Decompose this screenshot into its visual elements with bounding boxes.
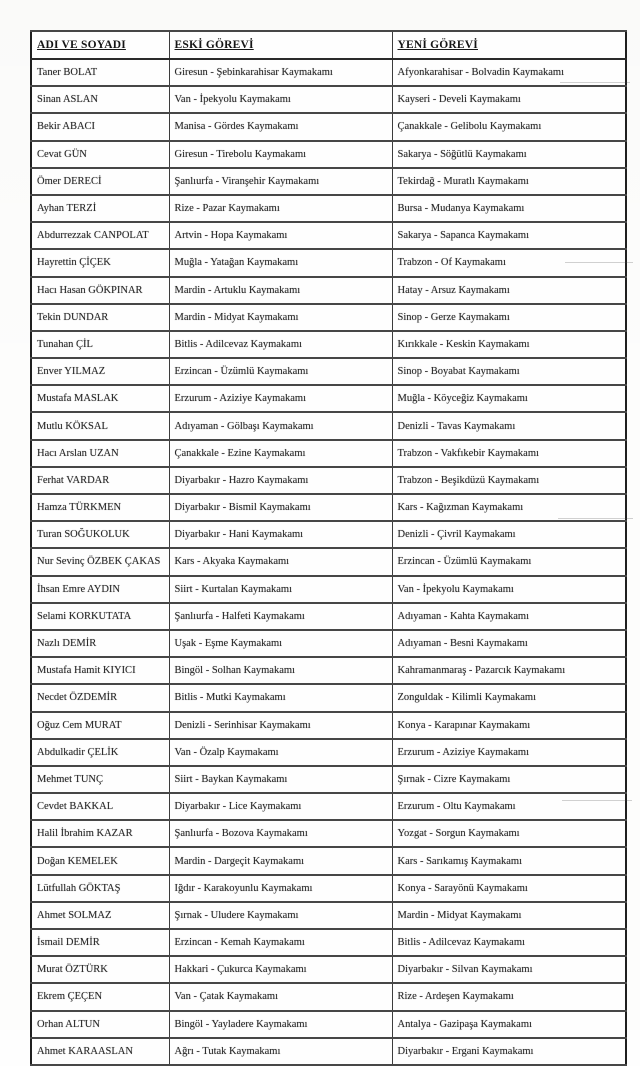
old-role-cell: Diyarbakır - Hazro Kaymakamı [169,467,392,494]
old-role-cell: Manisa - Gördes Kaymakamı [169,113,392,140]
old-role-cell: Erzincan - Kemah Kaymakamı [169,929,392,956]
new-role-cell: Diyarbakır - Silvan Kaymakamı [392,956,626,983]
name-cell: Ömer DERECİ [31,168,169,195]
new-role-cell: Sakarya - Sapanca Kaymakamı [392,222,626,249]
new-role-cell: Kırıkkale - Keskin Kaymakamı [392,331,626,358]
old-role-cell: Siirt - Kurtalan Kaymakamı [169,576,392,603]
old-role-cell: Mardin - Midyat Kaymakamı [169,304,392,331]
table-row [31,113,626,140]
new-role-cell: Çanakkale - Gelibolu Kaymakamı [392,113,626,140]
old-role-cell: Giresun - Şebinkarahisar Kaymakamı [169,59,392,86]
name-cell: Ayhan TERZİ [31,195,169,222]
new-role-cell: Sakarya - Söğütlü Kaymakamı [392,141,626,168]
name-cell: Taner BOLAT [31,59,169,86]
old-role-cell: Uşak - Eşme Kaymakamı [169,630,392,657]
old-role-cell: Erzurum - Aziziye Kaymakamı [169,385,392,412]
name-cell: Tekin DUNDAR [31,304,169,331]
new-role-cell: Erzincan - Üzümlü Kaymakamı [392,548,626,575]
table-row [31,277,626,304]
new-role-cell: Zonguldak - Kilimli Kaymakamı [392,684,626,711]
assignments-table [30,30,627,1066]
table-row [31,358,626,385]
name-cell: Oğuz Cem MURAT [31,712,169,739]
name-cell: Ekrem ÇEÇEN [31,983,169,1010]
new-role-cell: Diyarbakır - Ergani Kaymakamı [392,1038,626,1065]
table-row [31,412,626,439]
old-role-cell: Siirt - Baykan Kaymakamı [169,766,392,793]
table-row [31,847,626,874]
old-role-cell: Diyarbakır - Lice Kaymakamı [169,793,392,820]
table-row [31,983,626,1010]
new-role-cell: Denizli - Tavas Kaymakamı [392,412,626,439]
table-row [31,548,626,575]
table-row [31,86,626,113]
new-role-cell: Afyonkarahisar - Bolvadin Kaymakamı [392,59,626,86]
new-role-cell: Van - İpekyolu Kaymakamı [392,576,626,603]
old-role-cell: Bitlis - Adilcevaz Kaymakamı [169,331,392,358]
new-role-cell: Hatay - Arsuz Kaymakamı [392,277,626,304]
new-role-cell: Rize - Ardeşen Kaymakamı [392,983,626,1010]
old-role-cell: Şanlıurfa - Bozova Kaymakamı [169,820,392,847]
name-cell: Cevdet BAKKAL [31,793,169,820]
old-role-cell: Iğdır - Karakoyunlu Kaymakamı [169,875,392,902]
name-cell: Abdurrezzak CANPOLAT [31,222,169,249]
table-row [31,385,626,412]
table-row [31,222,626,249]
table-row [31,766,626,793]
name-cell: Nur Sevinç ÖZBEK ÇAKAS [31,548,169,575]
name-cell: Hamza TÜRKMEN [31,494,169,521]
table-row [31,875,626,902]
table-row [31,141,626,168]
new-role-cell: Kayseri - Develi Kaymakamı [392,86,626,113]
name-cell: Ahmet KARAASLAN [31,1038,169,1065]
table-row [31,739,626,766]
old-role-cell: Van - Çatak Kaymakamı [169,983,392,1010]
name-cell: Tunahan ÇİL [31,331,169,358]
name-cell: Mehmet TUNÇ [31,766,169,793]
table-row [31,467,626,494]
name-cell: Orhan ALTUN [31,1011,169,1038]
old-role-cell: Kars - Akyaka Kaymakamı [169,548,392,575]
old-role-cell: Giresun - Tirebolu Kaymakamı [169,141,392,168]
new-role-cell: Denizli - Çivril Kaymakamı [392,521,626,548]
table-row [31,1038,626,1065]
old-role-cell: Şanlıurfa - Halfeti Kaymakamı [169,603,392,630]
new-role-cell: Adıyaman - Kahta Kaymakamı [392,603,626,630]
old-role-cell: Van - İpekyolu Kaymakamı [169,86,392,113]
old-role-cell: Mardin - Artuklu Kaymakamı [169,277,392,304]
table-row [31,1011,626,1038]
table-row [31,684,626,711]
new-role-cell: Kars - Sarıkamış Kaymakamı [392,847,626,874]
new-role-cell: Erzurum - Oltu Kaymakamı [392,793,626,820]
name-cell: Mustafa MASLAK [31,385,169,412]
new-role-cell: Sinop - Boyabat Kaymakamı [392,358,626,385]
new-role-cell: Kahramanmaraş - Pazarcık Kaymakamı [392,657,626,684]
new-role-cell: Konya - Karapınar Kaymakamı [392,712,626,739]
name-cell: Murat ÖZTÜRK [31,956,169,983]
name-cell: Nazlı DEMİR [31,630,169,657]
new-role-cell: Trabzon - Vakfıkebir Kaymakamı [392,440,626,467]
name-cell: Ahmet SOLMAZ [31,902,169,929]
old-role-cell: Çanakkale - Ezine Kaymakamı [169,440,392,467]
new-role-cell: Sinop - Gerze Kaymakamı [392,304,626,331]
new-role-cell: Muğla - Köyceğiz Kaymakamı [392,385,626,412]
old-role-cell: Muğla - Yatağan Kaymakamı [169,249,392,276]
new-role-cell: Trabzon - Beşikdüzü Kaymakamı [392,467,626,494]
name-cell: Cevat GÜN [31,141,169,168]
column-header-name: ADI VE SOYADI [31,31,169,59]
table-row [31,494,626,521]
table-header-row [31,31,626,59]
name-cell: Halil İbrahim KAZAR [31,820,169,847]
table-row [31,576,626,603]
name-cell: Sinan ASLAN [31,86,169,113]
table-row [31,793,626,820]
new-role-cell: Bitlis - Adilcevaz Kaymakamı [392,929,626,956]
name-cell: Mustafa Hamit KIYICI [31,657,169,684]
old-role-cell: Erzincan - Üzümlü Kaymakamı [169,358,392,385]
name-cell: Necdet ÖZDEMİR [31,684,169,711]
name-cell: Selami KORKUTATA [31,603,169,630]
new-role-cell: Şırnak - Cizre Kaymakamı [392,766,626,793]
table-row [31,304,626,331]
name-cell: Abdulkadir ÇELİK [31,739,169,766]
new-role-cell: Konya - Sarayönü Kaymakamı [392,875,626,902]
table-row [31,956,626,983]
table-row [31,603,626,630]
name-cell: Ferhat VARDAR [31,467,169,494]
old-role-cell: Artvin - Hopa Kaymakamı [169,222,392,249]
old-role-cell: Van - Özalp Kaymakamı [169,739,392,766]
table-row [31,249,626,276]
name-cell: Hacı Hasan GÖKPINAR [31,277,169,304]
old-role-cell: Adıyaman - Gölbaşı Kaymakamı [169,412,392,439]
column-header-old-role: ESKİ GÖREVİ [169,31,392,59]
table-row [31,657,626,684]
new-role-cell: Mardin - Midyat Kaymakamı [392,902,626,929]
new-role-cell: Antalya - Gazipaşa Kaymakamı [392,1011,626,1038]
name-cell: Bekir ABACI [31,113,169,140]
name-cell: Hayrettin ÇİÇEK [31,249,169,276]
old-role-cell: Denizli - Serinhisar Kaymakamı [169,712,392,739]
old-role-cell: Diyarbakır - Hani Kaymakamı [169,521,392,548]
name-cell: Enver YILMAZ [31,358,169,385]
column-header-new-role: YENİ GÖREVİ [392,31,626,59]
old-role-cell: Ağrı - Tutak Kaymakamı [169,1038,392,1065]
table-row [31,712,626,739]
table-row [31,195,626,222]
old-role-cell: Mardin - Dargeçit Kaymakamı [169,847,392,874]
table-row [31,929,626,956]
new-role-cell: Tekirdağ - Muratlı Kaymakamı [392,168,626,195]
name-cell: İhsan Emre AYDIN [31,576,169,603]
old-role-cell: Rize - Pazar Kaymakamı [169,195,392,222]
table-row [31,331,626,358]
table-row [31,820,626,847]
old-role-cell: Şırnak - Uludere Kaymakamı [169,902,392,929]
name-cell: Lütfullah GÖKTAŞ [31,875,169,902]
name-cell: Mutlu KÖKSAL [31,412,169,439]
new-role-cell: Adıyaman - Besni Kaymakamı [392,630,626,657]
old-role-cell: Şanlıurfa - Viranşehir Kaymakamı [169,168,392,195]
old-role-cell: Bingöl - Yayladere Kaymakamı [169,1011,392,1038]
table-body [31,59,626,1065]
name-cell: Doğan KEMELEK [31,847,169,874]
name-cell: Hacı Arslan UZAN [31,440,169,467]
new-role-cell: Erzurum - Aziziye Kaymakamı [392,739,626,766]
new-role-cell: Trabzon - Of Kaymakamı [392,249,626,276]
name-cell: Turan SOĞUKOLUK [31,521,169,548]
old-role-cell: Bingöl - Solhan Kaymakamı [169,657,392,684]
new-role-cell: Bursa - Mudanya Kaymakamı [392,195,626,222]
old-role-cell: Hakkari - Çukurca Kaymakamı [169,956,392,983]
table-row [31,902,626,929]
table-row [31,521,626,548]
new-role-cell: Yozgat - Sorgun Kaymakamı [392,820,626,847]
table-row [31,59,626,86]
table-row [31,168,626,195]
new-role-cell: Kars - Kağızman Kaymakamı [392,494,626,521]
table-row [31,440,626,467]
table-row [31,630,626,657]
old-role-cell: Diyarbakır - Bismil Kaymakamı [169,494,392,521]
old-role-cell: Bitlis - Mutki Kaymakamı [169,684,392,711]
name-cell: İsmail DEMİR [31,929,169,956]
